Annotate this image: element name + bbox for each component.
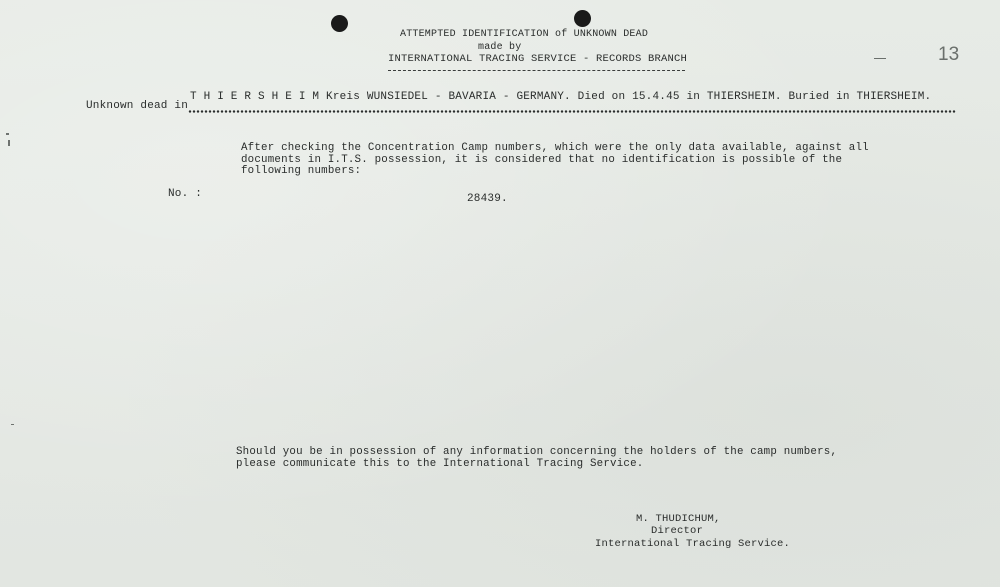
page-number: 13 xyxy=(938,44,960,65)
number-label: No. : xyxy=(168,188,203,200)
header-made-by: made by xyxy=(478,42,522,53)
unknown-dead-label: Unknown dead in xyxy=(86,100,189,112)
header-underline xyxy=(388,70,685,71)
margin-mark xyxy=(11,424,14,425)
camp-number: 28439. xyxy=(467,193,508,205)
signatory-title: Director xyxy=(651,525,704,537)
punch-hole xyxy=(331,15,348,32)
header-organization: INTERNATIONAL TRACING SERVICE - RECORDS BRANCH xyxy=(388,53,688,65)
signatory-name: M. THUDICHUM, xyxy=(636,513,721,525)
margin-dash xyxy=(874,58,886,59)
checking-paragraph: After checking the Concentration Camp numbers, which were the only data available, against all documents in I.T.S. possession, it is considered that no identification is possible of the following numbers: xyxy=(241,142,869,177)
header-title: ATTEMPTED IDENTIFICATION of UNKNOWN DEAD xyxy=(400,29,649,40)
punch-hole xyxy=(574,10,591,27)
closing-paragraph: Should you be in possession of any information concerning the holders of the camp numbers, please communicate this to the International Tracing Service. xyxy=(236,446,838,470)
margin-mark xyxy=(6,133,9,135)
location-line: T H I E R S H E I M Kreis WUNSIEDEL - BAVARIA - GERMANY. Died on 15.4.45 in THIERSHEIM. Buried in THIERSHEIM. xyxy=(190,91,932,103)
margin-mark xyxy=(8,140,10,146)
signatory-organization: International Tracing Service. xyxy=(595,538,791,550)
dotted-leader-line xyxy=(188,110,956,113)
